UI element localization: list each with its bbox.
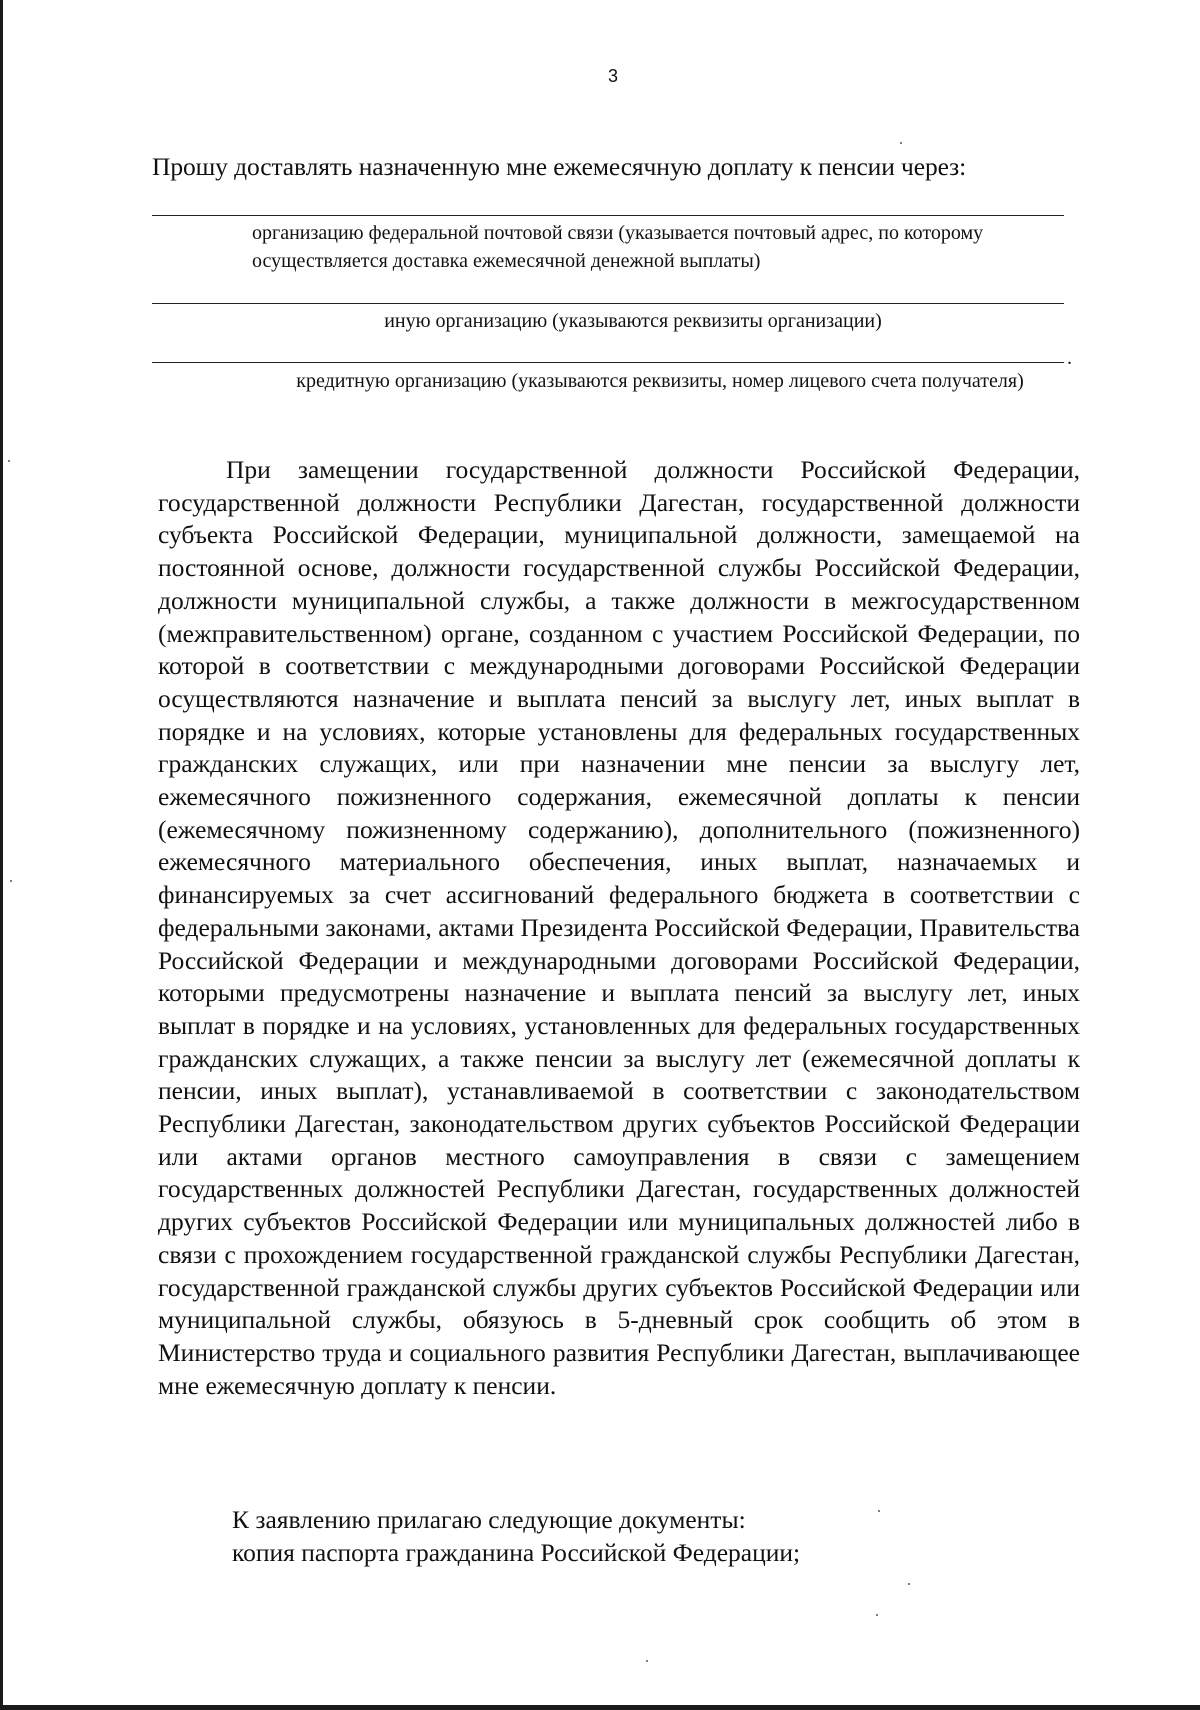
caption-other-organization: иную организацию (указываются реквизиты организации) (384, 310, 882, 332)
scan-speck (908, 1583, 910, 1585)
scan-bottom-edge (0, 1705, 1200, 1710)
attachments-intro: К заявлению прилагаю следующие документы: (232, 1505, 746, 1534)
blank-line-credit-organization (152, 362, 1064, 363)
scan-speck (10, 880, 12, 882)
caption-postal: организацию федеральной почтовой связи (указывается почтовый адрес, по которому осуществляется доставка ежемесячной денежной выплаты) (252, 222, 984, 272)
delivery-request-line: Прошу доставлять назначенную мне ежемесячную доплату к пенсии через: (152, 152, 967, 181)
scan-speck (8, 460, 10, 462)
blank-line-postal (152, 215, 1064, 216)
scan-speck (876, 1614, 878, 1616)
scan-speck (878, 1510, 880, 1512)
obligation-paragraph: При замещении государственной должности Российской Федерации, государственной должности Республики Дагестан, государственной должности субъекта Российской Федерации, муниципальной должности, замещаемой на постоянной основе, должности государственной службы Российской Федерации, должности муниципальной службы, а также должности в межгосударственном (межправительственном) органе, созданном с участием Российской Федерации, по которой в соответствии с международными договорами Российской Федерации осуществляются назначение и выплата пенсий за выслугу лет, иных выплат в порядке и на условиях, которые установлены для федеральных государственных гражданских служащих, или при назначении мне пенсии за выслугу лет, ежемесячного пожизненного содержания, ежемесячной доплаты к пенсии (ежемесячному пожизненному содержанию), дополнительного (пожизненного) ежемесячного материального обеспечения, иных выплат, назначаемых и финансируемых за счет ассигнований федерального бюджета в соответствии с федеральными законами, актами Президента Российской Федерации, Правительства Российской Федерации и международными договорами Российской Федерации, которыми предусмотрены назначение и выплата пенсий за выслугу лет, иных выплат в порядке и на условиях, установленных для федеральных государственных гражданских служащих, а также пенсии за выслугу лет (ежемесячной доплаты к пенсии, иных выплат), устанавливаемой в соответствии с законодательством Республики Дагестан, законодательством других субъектов Российской Федерации или актами органов местного самоуправления в связи с замещением государственных должностей Республики Дагестан, государственных должностей других субъектов Российской Федерации или муниципальных должностей либо в связи с прохождением государственной гражданской службы Республики Дагестан, государственной гражданской службы других субъектов Российской Федерации или муниципальной службы, обязуюсь в 5-дневный срок сообщить об этом в Министерство труда и социального развития Республики Дагестан, выплачивающее мне ежемесячную доплату к пенсии. (158, 455, 1080, 1400)
attachments-block (232, 1504, 1112, 1569)
blank-line-dot: . (1067, 347, 1072, 369)
attachment-item: копия паспорта гражданина Российской Федерации; (232, 1537, 801, 1567)
page-number: 3 (607, 66, 618, 86)
scan-speck (646, 1660, 648, 1662)
caption-credit-organization: кредитную организацию (указываются реквизиты, номер лицевого счета получателя) (296, 370, 1024, 392)
scan-speck (900, 142, 902, 144)
scan-left-edge (0, 0, 3, 1710)
blank-line-other-organization (152, 303, 1064, 304)
